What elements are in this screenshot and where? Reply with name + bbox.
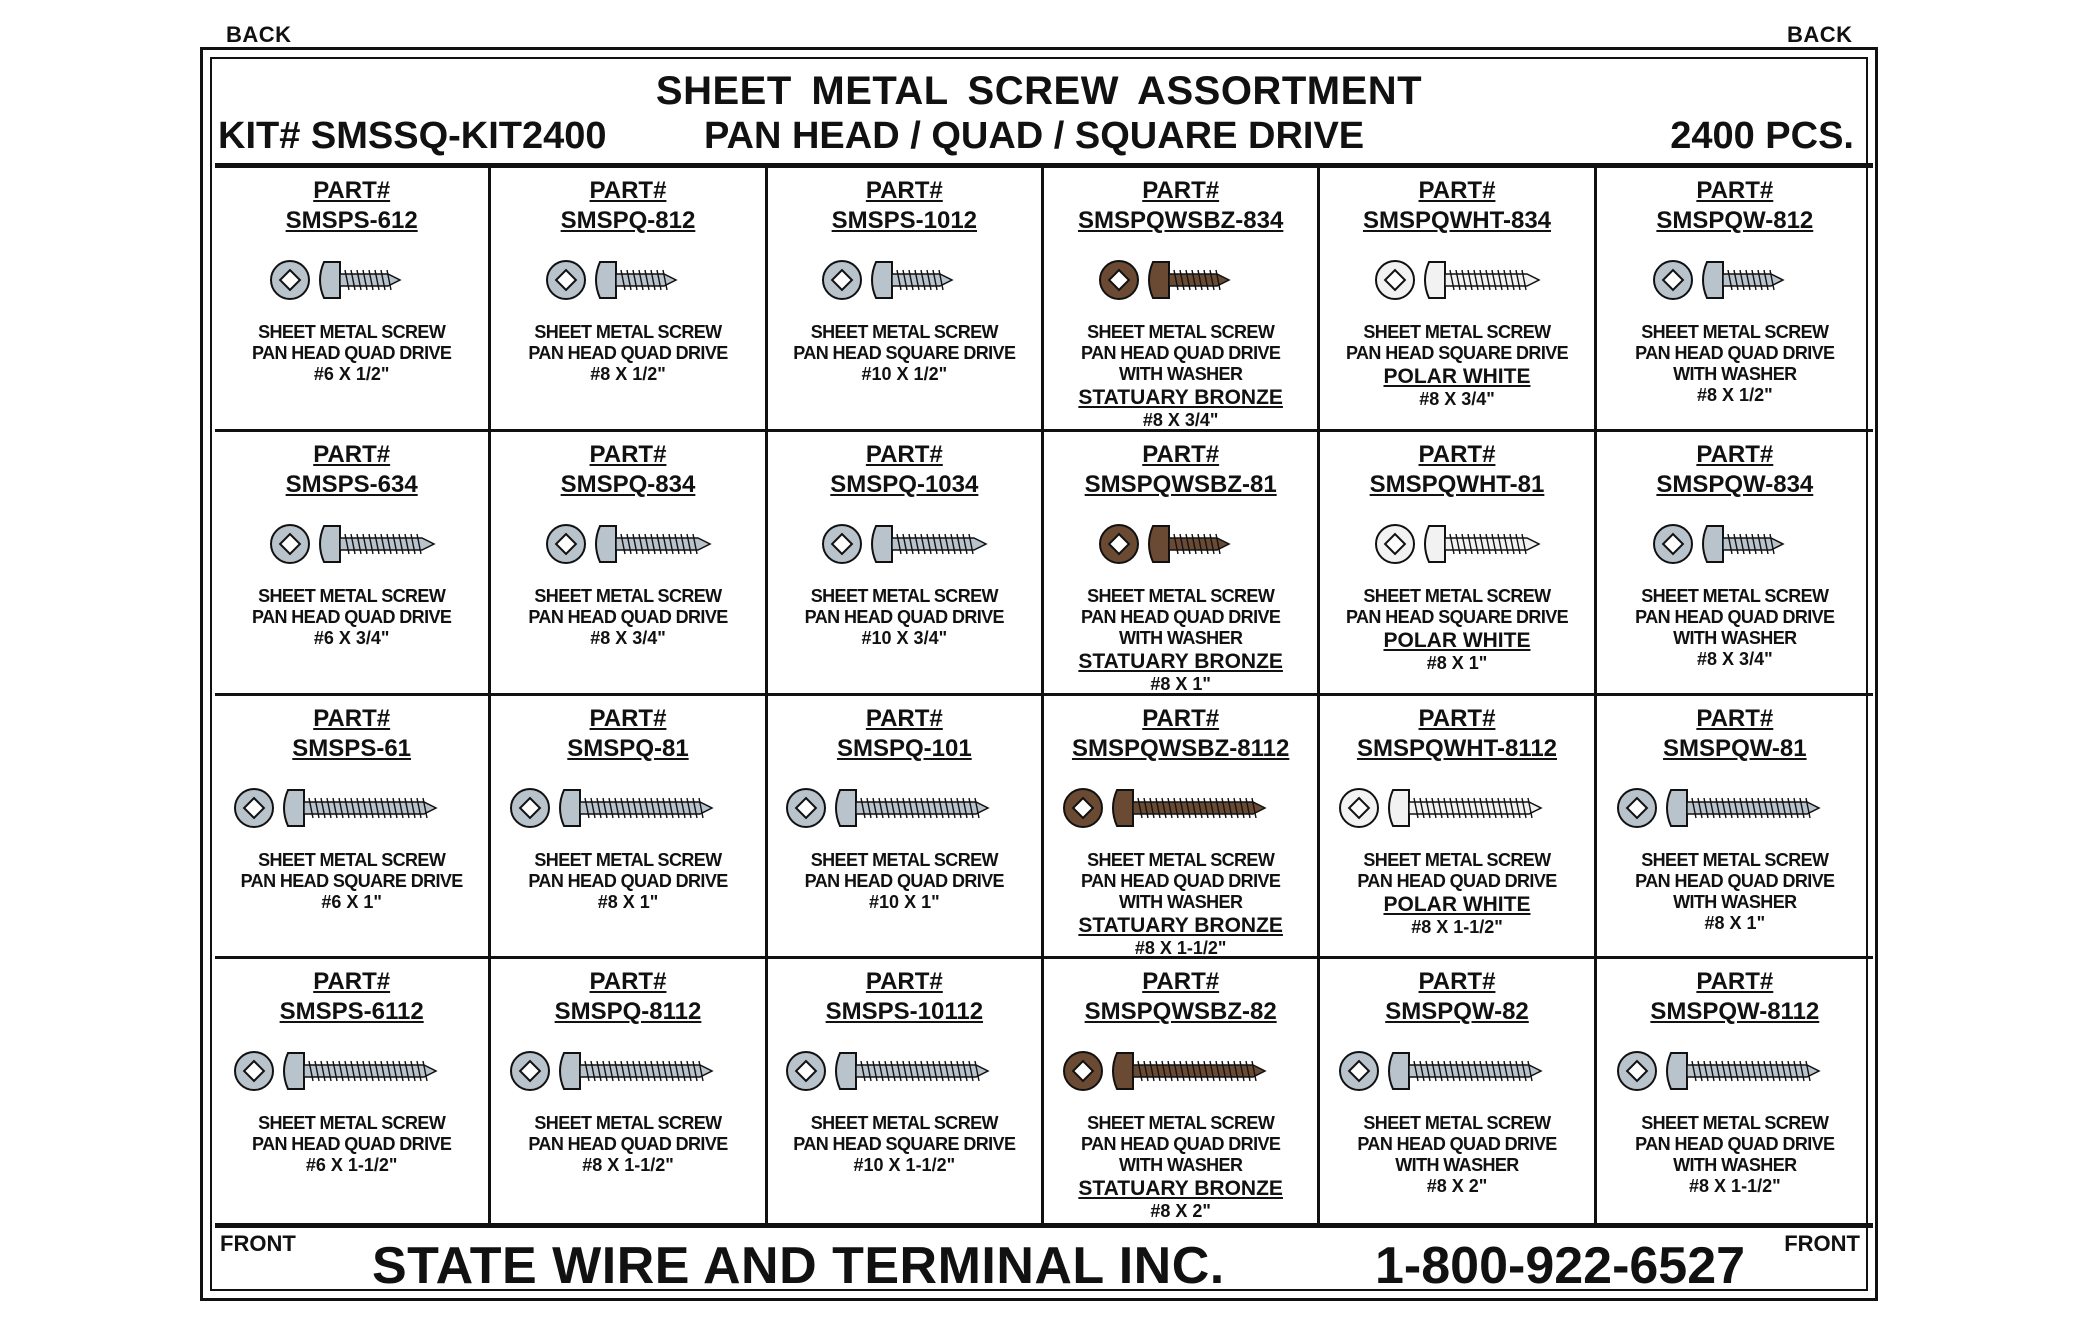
part-number: SMSPQW-812 — [1656, 207, 1814, 234]
part-cell-10 — [1044, 432, 1320, 696]
screw-size: #8 X 3/4" — [590, 627, 666, 648]
part-number: SMSPQ-834 — [560, 470, 696, 498]
part-cell-18 — [1597, 696, 1873, 960]
company-name: STATE WIRE AND TERMINAL INC. — [372, 1237, 1225, 1295]
screw-size: #8 X 2" — [1150, 1201, 1211, 1222]
screw-image — [232, 776, 472, 840]
screw-side-view — [284, 1053, 436, 1089]
description-line-1: SHEET METAL SCREW — [810, 1113, 998, 1134]
part-number: SMSPQWHT-8112 — [1356, 734, 1558, 762]
description-line-1: SHEET METAL SCREW — [1363, 1113, 1551, 1134]
description-line-3: WITH WASHER — [1118, 1155, 1243, 1176]
screw-top-view — [1654, 261, 1692, 299]
part-label: PART# — [1696, 177, 1774, 204]
part-number: SMSPQWHT-81 — [1369, 470, 1545, 498]
part-cell-19 — [215, 959, 491, 1223]
screw-side-view — [1425, 526, 1539, 562]
screw-image — [1337, 776, 1577, 840]
finish-color: STATUARY BRONZE — [1078, 913, 1283, 937]
screw-top-view — [787, 1052, 825, 1090]
description-line-2: PAN HEAD QUAD DRIVE — [1081, 343, 1281, 363]
screw-image — [1615, 1039, 1855, 1103]
description-line-1: SHEET METAL SCREW — [258, 322, 446, 342]
part-label: PART# — [589, 968, 667, 996]
part-cell-21 — [768, 959, 1044, 1223]
screw-size: #6 X 1-1/2" — [305, 1155, 398, 1176]
part-label: PART# — [865, 968, 943, 996]
part-label: PART# — [313, 704, 391, 732]
description-line-1: SHEET METAL SCREW — [1641, 849, 1829, 870]
description-line-2: PAN HEAD QUAD DRIVE — [1081, 870, 1281, 891]
part-label: PART# — [589, 177, 667, 204]
screw-side-view — [1425, 262, 1539, 298]
part-cell-17 — [1320, 696, 1596, 960]
description-line-1: SHEET METAL SCREW — [1641, 322, 1829, 342]
screw-top-view — [823, 261, 861, 299]
screw-size: #8 X 3/4" — [1419, 389, 1495, 409]
description-line-3: WITH WASHER — [1118, 627, 1243, 648]
screw-side-view — [320, 262, 400, 298]
part-number: SMSPQ-8112 — [554, 998, 702, 1026]
part-cell-16 — [1044, 696, 1320, 960]
description-line-2: PAN HEAD QUAD DRIVE — [528, 1134, 728, 1155]
screw-top-view — [271, 525, 309, 563]
screw-size: #8 X 1" — [1150, 673, 1211, 694]
finish-color: POLAR WHITE — [1383, 892, 1531, 916]
description-line-1: SHEET METAL SCREW — [1363, 322, 1551, 342]
finish-color: POLAR WHITE — [1383, 365, 1531, 388]
screw-top-view — [1100, 525, 1138, 563]
part-cell-12 — [1597, 432, 1873, 696]
part-label: PART# — [1696, 704, 1774, 732]
screw-image — [1615, 248, 1855, 312]
kit-subtitle: PAN HEAD / QUAD / SQUARE DRIVE — [704, 115, 1365, 157]
screw-size: #8 X 1" — [1426, 652, 1488, 673]
screw-side-view — [1113, 1053, 1265, 1089]
screw-size: #6 X 3/4" — [313, 627, 390, 648]
part-label: PART# — [313, 177, 391, 204]
screw-image — [784, 1039, 1024, 1103]
part-cell-8 — [491, 432, 767, 696]
description-line-2: PAN HEAD QUAD DRIVE — [1357, 1134, 1557, 1155]
description-line-2: PAN HEAD QUAD DRIVE — [804, 606, 1004, 627]
description-line-3: WITH WASHER — [1673, 891, 1797, 912]
description-line-3: WITH WASHER — [1673, 627, 1797, 648]
part-label: PART# — [1418, 704, 1496, 732]
finish-color: STATUARY BRONZE — [1078, 1177, 1283, 1201]
description-line-1: SHEET METAL SCREW — [1363, 849, 1551, 870]
description-line-1: SHEET METAL SCREW — [258, 849, 446, 870]
part-number: SMSPQ-812 — [560, 207, 696, 234]
description-line-2: PAN HEAD QUAD DRIVE — [1357, 870, 1557, 891]
part-number: SMSPQW-81 — [1663, 734, 1807, 762]
screw-side-view — [1389, 1053, 1541, 1089]
description-line-1: SHEET METAL SCREW — [534, 585, 722, 606]
description-line-2: PAN HEAD QUAD DRIVE — [1635, 606, 1835, 627]
description-line-1: SHEET METAL SCREW — [258, 585, 446, 606]
part-label: PART# — [1142, 177, 1220, 204]
screw-top-view — [235, 789, 273, 827]
screw-side-view — [1703, 262, 1783, 298]
screw-top-view — [271, 261, 309, 299]
description-line-3: WITH WASHER — [1118, 891, 1243, 912]
screw-side-view — [1667, 1053, 1819, 1089]
screw-size: #10 X 1/2" — [861, 364, 948, 384]
part-label: PART# — [313, 440, 391, 468]
description-line-3: WITH WASHER — [1118, 364, 1243, 384]
part-cell-20 — [491, 959, 767, 1223]
page-title: SHEET METAL SCREW ASSORTMENT — [655, 69, 1423, 113]
part-number: SMSPQW-834 — [1656, 470, 1814, 498]
screw-top-view — [1376, 261, 1414, 299]
part-number: SMSPQWSBZ-82 — [1084, 998, 1277, 1026]
screw-top-view — [547, 525, 585, 563]
part-label: PART# — [1418, 177, 1496, 204]
description-line-1: SHEET METAL SCREW — [810, 585, 998, 606]
screw-image — [1061, 512, 1301, 576]
description-line-1: SHEET METAL SCREW — [1087, 1113, 1275, 1134]
screw-size: #10 X 3/4" — [861, 627, 948, 648]
screw-side-view — [836, 790, 988, 826]
part-number: SMSPQ-1034 — [830, 470, 979, 498]
screw-size: #8 X 1-1/2" — [582, 1155, 674, 1176]
part-label: PART# — [865, 440, 943, 468]
description-line-1: SHEET METAL SCREW — [534, 1113, 722, 1134]
screw-image — [1615, 512, 1855, 576]
part-label: PART# — [1418, 440, 1496, 468]
screw-side-view — [560, 1053, 712, 1089]
screw-side-view — [1113, 790, 1265, 826]
part-cell-24 — [1597, 959, 1873, 1223]
description-line-1: SHEET METAL SCREW — [534, 322, 722, 342]
screw-image — [1337, 248, 1577, 312]
description-line-2: PAN HEAD QUAD DRIVE — [1635, 343, 1835, 363]
screw-top-view — [1100, 261, 1138, 299]
part-cell-5 — [1320, 168, 1596, 432]
description-line-2: PAN HEAD SQUARE DRIVE — [240, 870, 463, 891]
screw-image — [232, 248, 472, 312]
part-number: SMSPS-6112 — [279, 998, 424, 1026]
part-label: PART# — [1696, 968, 1774, 996]
screw-top-view — [511, 1052, 549, 1090]
screw-size: #8 X 1" — [597, 891, 659, 912]
screw-size: #8 X 2" — [1426, 1176, 1488, 1197]
screw-size: #10 X 1-1/2" — [853, 1155, 956, 1176]
description-line-1: SHEET METAL SCREW — [1087, 322, 1275, 342]
screw-image — [1337, 1039, 1577, 1103]
description-line-2: PAN HEAD QUAD DRIVE — [252, 343, 452, 363]
finish-color: STATUARY BRONZE — [1078, 649, 1283, 673]
part-number: SMSPS-10112 — [825, 998, 984, 1026]
front-label-right: FRONT — [1784, 1231, 1860, 1256]
part-cell-4 — [1044, 168, 1320, 432]
screw-side-view — [1149, 526, 1229, 562]
back-label-right: BACK — [1787, 22, 1853, 47]
description-line-2: PAN HEAD QUAD DRIVE — [1081, 1134, 1281, 1155]
description-line-2: PAN HEAD QUAD DRIVE — [1081, 606, 1281, 627]
screw-side-view — [1149, 262, 1229, 298]
screw-size: #10 X 1" — [869, 891, 940, 912]
part-label: PART# — [1418, 968, 1496, 996]
screw-side-view — [872, 526, 986, 562]
part-label: PART# — [1142, 440, 1220, 468]
screw-top-view — [1654, 525, 1692, 563]
screw-image — [1337, 512, 1577, 576]
finish-color: POLAR WHITE — [1383, 628, 1531, 652]
part-cell-11 — [1320, 432, 1596, 696]
description-line-2: PAN HEAD QUAD DRIVE — [528, 606, 728, 627]
phone-number: 1-800-922-6527 — [1375, 1237, 1746, 1295]
description-line-1: SHEET METAL SCREW — [810, 849, 998, 870]
part-label: PART# — [313, 968, 391, 996]
part-label: PART# — [865, 704, 943, 732]
screw-top-view — [511, 789, 549, 827]
part-label: PART# — [1142, 704, 1220, 732]
back-label-left: BACK — [226, 22, 292, 47]
description-line-2: PAN HEAD SQUARE DRIVE — [1345, 606, 1569, 627]
screw-image — [1061, 248, 1301, 312]
part-label: PART# — [865, 177, 943, 204]
description-line-3: WITH WASHER — [1673, 1155, 1797, 1176]
description-line-2: PAN HEAD QUAD DRIVE — [252, 1134, 452, 1155]
part-cell-7 — [215, 432, 491, 696]
description-line-1: SHEET METAL SCREW — [1641, 585, 1829, 606]
part-cell-9 — [768, 432, 1044, 696]
description-line-1: SHEET METAL SCREW — [1087, 585, 1275, 606]
screw-image — [1061, 1039, 1301, 1103]
screw-top-view — [1340, 789, 1378, 827]
description-line-1: SHEET METAL SCREW — [258, 1113, 446, 1134]
description-line-2: PAN HEAD QUAD DRIVE — [804, 870, 1004, 891]
description-line-2: PAN HEAD QUAD DRIVE — [1635, 870, 1835, 891]
front-label-left: FRONT — [220, 1231, 296, 1256]
description-line-2: PAN HEAD QUAD DRIVE — [528, 870, 728, 891]
description-line-1: SHEET METAL SCREW — [534, 849, 722, 870]
part-label: PART# — [589, 440, 667, 468]
part-number: SMSPS-61 — [292, 734, 412, 762]
screw-side-view — [560, 790, 712, 826]
screw-side-view — [284, 790, 436, 826]
screw-image — [1061, 776, 1301, 840]
piece-count: 2400 PCS. — [1670, 115, 1854, 157]
screw-image — [508, 512, 748, 576]
description-line-2: PAN HEAD QUAD DRIVE — [252, 606, 452, 627]
screw-side-view — [596, 262, 676, 298]
part-cell-22 — [1044, 959, 1320, 1223]
screw-size: #6 X 1" — [321, 891, 382, 912]
screw-top-view — [1064, 789, 1102, 827]
screw-image — [508, 776, 748, 840]
screw-top-view — [1618, 789, 1656, 827]
description-line-1: SHEET METAL SCREW — [1641, 1113, 1829, 1134]
screw-image — [784, 248, 1024, 312]
part-cell-2 — [491, 168, 767, 432]
screw-image — [232, 512, 472, 576]
screw-side-view — [836, 1053, 988, 1089]
part-number: SMSPS-1012 — [831, 207, 978, 234]
description-line-2: PAN HEAD SQUARE DRIVE — [793, 343, 1016, 363]
kit-number: KIT# SMSSQ-KIT2400 — [218, 115, 607, 157]
part-cell-3 — [768, 168, 1044, 432]
part-cell-13 — [215, 696, 491, 960]
screw-size: #6 X 1/2" — [313, 364, 390, 384]
description-line-2: PAN HEAD SQUARE DRIVE — [1345, 343, 1569, 363]
part-cell-6 — [1597, 168, 1873, 432]
screw-image — [232, 1039, 472, 1103]
part-number: SMSPQW-8112 — [1650, 998, 1820, 1026]
screw-top-view — [547, 261, 585, 299]
part-cell-14 — [491, 696, 767, 960]
description-line-2: PAN HEAD QUAD DRIVE — [528, 343, 728, 363]
part-number: SMSPQ-101 — [836, 734, 972, 762]
screw-top-view — [823, 525, 861, 563]
part-number: SMSPQWSBZ-81 — [1084, 470, 1277, 498]
part-label: PART# — [1142, 968, 1220, 996]
parts-grid — [215, 163, 1873, 1228]
screw-top-view — [787, 789, 825, 827]
screw-image — [508, 1039, 748, 1103]
description-line-2: PAN HEAD SQUARE DRIVE — [793, 1134, 1016, 1155]
screw-top-view — [235, 1052, 273, 1090]
screw-image — [1615, 776, 1855, 840]
description-line-3: WITH WASHER — [1673, 364, 1797, 384]
part-label: PART# — [589, 704, 667, 732]
description-line-1: SHEET METAL SCREW — [1363, 585, 1551, 606]
part-cell-15 — [768, 696, 1044, 960]
screw-side-view — [1667, 790, 1819, 826]
screw-side-view — [596, 526, 710, 562]
part-cell-1 — [215, 168, 491, 432]
screw-side-view — [1703, 526, 1783, 562]
part-number: SMSPS-634 — [285, 470, 418, 498]
part-number: SMSPQWHT-834 — [1362, 207, 1552, 234]
screw-size: #8 X 3/4" — [1697, 648, 1773, 669]
description-line-3: WITH WASHER — [1395, 1155, 1519, 1176]
part-number: SMSPQWSBZ-8112 — [1071, 734, 1290, 762]
screw-size: #8 X 1/2" — [1697, 385, 1773, 405]
part-number: SMSPQWSBZ-834 — [1077, 207, 1284, 234]
screw-top-view — [1340, 1052, 1378, 1090]
description-line-2: PAN HEAD QUAD DRIVE — [1635, 1134, 1835, 1155]
finish-color: STATUARY BRONZE — [1078, 386, 1283, 409]
kit-label-frame — [200, 47, 1878, 1301]
screw-side-view — [1389, 790, 1541, 826]
part-number: SMSPQ-81 — [567, 734, 689, 762]
screw-side-view — [320, 526, 434, 562]
screw-size: #8 X 1" — [1704, 912, 1766, 933]
kit-label-inner — [210, 57, 1868, 1295]
part-cell-23 — [1320, 959, 1596, 1223]
screw-image — [784, 776, 1024, 840]
description-line-1: SHEET METAL SCREW — [1087, 849, 1275, 870]
screw-size: #8 X 1-1/2" — [1134, 937, 1227, 958]
screw-image — [784, 512, 1024, 576]
screw-top-view — [1618, 1052, 1656, 1090]
screw-top-view — [1376, 525, 1414, 563]
screw-size: #8 X 3/4" — [1142, 410, 1219, 430]
screw-size: #8 X 1/2" — [590, 364, 666, 384]
screw-side-view — [872, 262, 952, 298]
description-line-1: SHEET METAL SCREW — [810, 322, 998, 342]
part-label: PART# — [1696, 440, 1774, 468]
screw-image — [508, 248, 748, 312]
screw-size: #8 X 1-1/2" — [1689, 1176, 1781, 1197]
screw-size: #8 X 1-1/2" — [1411, 916, 1503, 937]
part-number: SMSPQW-82 — [1385, 998, 1529, 1026]
screw-top-view — [1064, 1052, 1102, 1090]
part-number: SMSPS-612 — [285, 207, 418, 234]
